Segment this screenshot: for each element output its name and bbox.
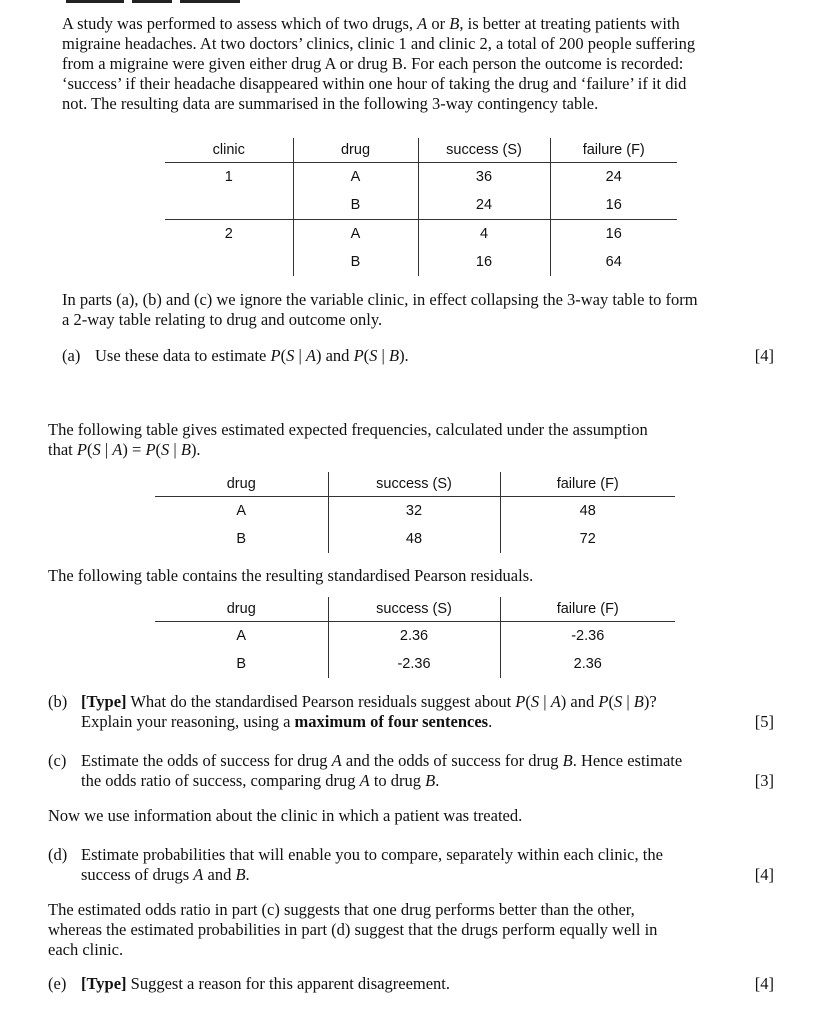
question-text: Estimate the odds of success for drug A and the odds of success for drug B. Hence estimate the odds ratio of success, comparing drug A to drug B. <box>81 751 683 790</box>
col-header-drug: drug <box>155 597 328 622</box>
clinic-info-paragraph: Now we use information about the clinic in which a patient was treated. <box>48 806 523 825</box>
col-header-drug: drug <box>155 472 328 497</box>
cell-drug: B <box>293 191 418 220</box>
expected-line-2: that P(S | A) = P(S | B). <box>48 440 201 459</box>
table-row <box>165 248 677 276</box>
table-row <box>165 163 677 192</box>
cell-failure: 16 <box>550 191 677 220</box>
intro-paragraph <box>62 14 782 114</box>
col-header-failure: failure (F) <box>500 472 675 497</box>
cell-clinic <box>165 191 293 220</box>
expected-frequencies-table <box>155 472 675 553</box>
table-header-row <box>155 472 675 497</box>
col-header-drug: drug <box>293 138 418 163</box>
question-text <box>81 974 450 994</box>
intro-line-4: ‘success’ if their headache disappeared within one hour of taking the drug and ‘failure’ if it did <box>62 74 687 93</box>
question-text: Estimate probabilities that will enable you to compare, separately within each clinic, the success of drugs A and B. <box>81 845 663 884</box>
table-row <box>165 191 677 220</box>
disagreement-paragraph <box>48 900 778 960</box>
collapse-line-2: a 2-way table relating to drug and outcome only. <box>62 310 383 329</box>
col-header-clinic: clinic <box>165 138 293 163</box>
table-row <box>155 497 675 526</box>
expected-intro-paragraph <box>48 420 768 460</box>
cell-success: -2.36 <box>328 650 500 678</box>
question-e-body: Suggest a reason for this apparent disagreement. <box>130 974 451 993</box>
cell-success: 36 <box>418 163 550 192</box>
col-header-success: success (S) <box>418 138 550 163</box>
cell-success: 48 <box>328 525 500 553</box>
cell-drug: B <box>236 656 247 672</box>
cell-failure: 72 <box>500 525 675 553</box>
col-header-failure: failure (F) <box>500 597 675 622</box>
table-row <box>165 220 677 249</box>
marks-badge: [4] <box>754 346 774 365</box>
disagree-line-2: whereas the estimated probabilities in part (d) suggest that the drugs perform equally well in <box>48 920 658 939</box>
col-header-success: success (S) <box>328 472 500 497</box>
expected-line-1: The following table gives estimated expected frequencies, calculated under the assumption <box>48 420 648 439</box>
residuals-intro: The following table contains the resulting standardised Pearson residuals. <box>48 566 534 585</box>
type-tag: [Type] <box>81 974 127 993</box>
cell-failure: 64 <box>550 248 677 276</box>
marks-badge: [4] <box>754 974 774 993</box>
question-text: [Type] What do the standardised Pearson residuals suggest about P(S | A) and P(S | B)? Explain your reasoning, using a maximum of four sentences. <box>81 692 657 731</box>
table-row <box>155 525 675 553</box>
question-label: (e) <box>48 974 67 993</box>
marks-badge: [4] <box>754 865 774 884</box>
table-row <box>155 650 675 678</box>
intro-line-5: not. The resulting data are summarised in the following 3-way contingency table. <box>62 94 599 113</box>
contingency-table-3way <box>165 138 677 276</box>
question-label: (a) <box>62 346 81 365</box>
collapse-paragraph <box>62 290 787 330</box>
cell-failure: 48 <box>500 497 675 526</box>
cell-clinic: 2 <box>224 226 233 242</box>
type-tag: [Type] <box>81 692 127 711</box>
intro-line-3: from a migraine were given either drug A or drug B. For each person the outcome is recorded: <box>62 54 684 73</box>
cell-success: 24 <box>418 191 550 220</box>
question-text: Use these data to estimate P(S | A) and P(S | B). <box>95 346 409 365</box>
cell-failure: -2.36 <box>500 622 675 651</box>
question-label: (b) <box>48 692 68 711</box>
cell-failure: 24 <box>550 163 677 192</box>
cell-failure: 16 <box>550 220 677 249</box>
cell-failure: 2.36 <box>500 650 675 678</box>
residuals-table <box>155 597 675 678</box>
col-header-success: success (S) <box>328 597 500 622</box>
cell-success: 16 <box>418 248 550 276</box>
cell-clinic: 1 <box>224 169 233 185</box>
cell-success: 4 <box>418 220 550 249</box>
table-header-row <box>155 597 675 622</box>
cell-drug: A <box>236 628 247 644</box>
cell-drug: B <box>293 248 418 276</box>
table-header-row <box>165 138 677 163</box>
cell-drug: A <box>293 163 418 192</box>
cell-drug: A <box>236 503 247 519</box>
col-header-failure: failure (F) <box>550 138 677 163</box>
question-label: (d) <box>48 845 68 864</box>
marks-badge: [3] <box>754 771 774 790</box>
cropped-heading-remnant <box>0 0 819 6</box>
cell-drug: A <box>293 220 418 249</box>
cell-success: 2.36 <box>328 622 500 651</box>
marks-badge: [5] <box>754 712 774 731</box>
disagree-line-1: The estimated odds ratio in part (c) suggests that one drug performs better than the other, <box>48 900 635 919</box>
cell-clinic <box>165 248 293 276</box>
cell-drug: B <box>236 531 247 547</box>
table-row <box>155 622 675 651</box>
intro-line-1: A study was performed to assess which of two drugs, A or B, is better at treating patients with <box>62 14 680 33</box>
question-label: (c) <box>48 751 67 770</box>
cell-success: 32 <box>328 497 500 526</box>
intro-line-2: migraine headaches. At two doctors’ clinics, clinic 1 and clinic 2, a total of 200 people suffering <box>62 34 696 53</box>
collapse-line-1: In parts (a), (b) and (c) we ignore the variable clinic, in effect collapsing the 3-way table to form <box>62 290 698 309</box>
disagree-line-3: each clinic. <box>48 940 124 959</box>
